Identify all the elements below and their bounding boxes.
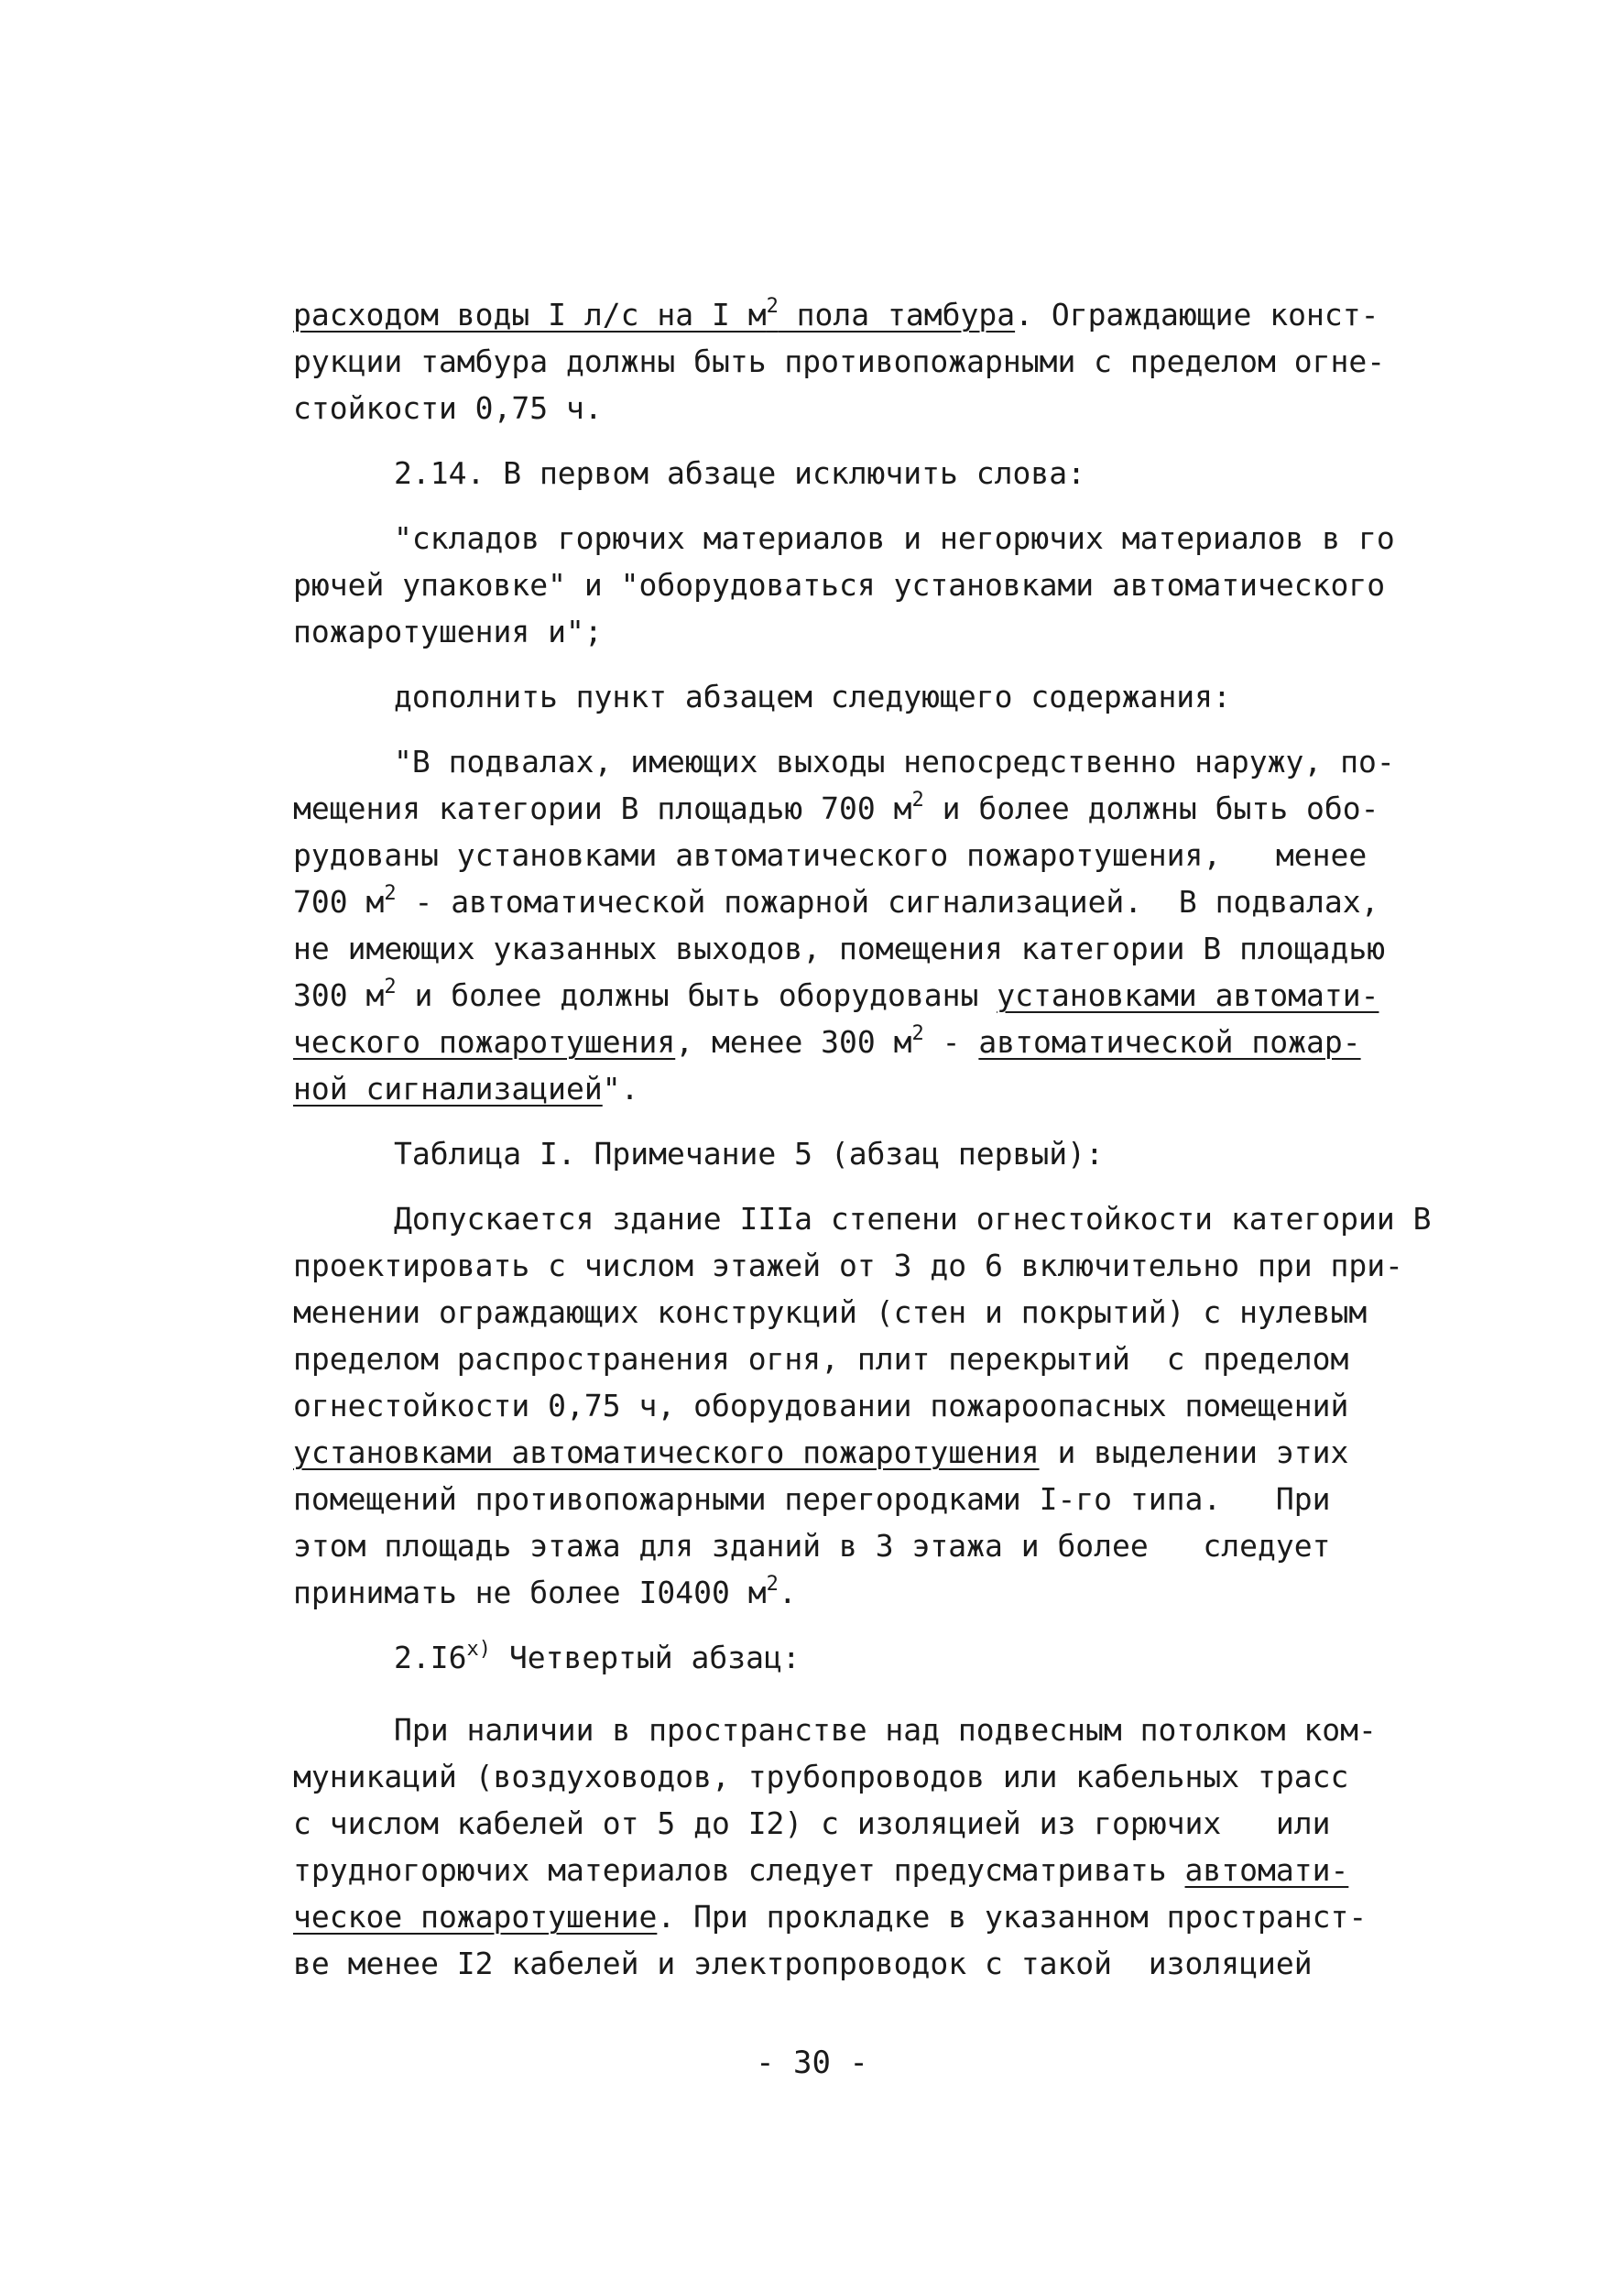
section-2-14-heading: 2.14. В первом абзаце исключить слова: xyxy=(394,455,1085,491)
underlined-text: установками автоматического пожаротушения xyxy=(293,1434,1040,1470)
table-note-line-6: установками автоматического пожаротушения и выделении этих xyxy=(293,1434,1349,1470)
superscript: 2 xyxy=(911,789,924,812)
addition-line-6: 300 $м^2$ и более должны быть оборудованы установками автомати- xyxy=(293,976,1379,1013)
page-number: - 30 - xyxy=(756,2045,868,2081)
quote-line-1: "складов горючих материалов и негорючих материалов в го xyxy=(394,520,1395,556)
table-note-line-1: Допускается здание IIIа степени огнестойкости категории В xyxy=(394,1201,1432,1237)
addition-line-8: ной сигнализацией". xyxy=(293,1071,639,1107)
section-2-16-line-4: трудногорючих материалов следует предусматривать автомати- xyxy=(293,1852,1349,1888)
superscript: 2 xyxy=(766,295,779,318)
section-2-16-line-6: ве менее I2 кабелей и электропроводок с такой изоляцией xyxy=(293,1946,1313,1981)
addition-line-1: "В подвалах, имеющих выходы непосредственно наружу, по- xyxy=(394,744,1395,780)
table-note-line-9: принимать не более I0400 $м^2$. xyxy=(293,1573,797,1610)
superscript: 2 xyxy=(766,1573,779,1596)
table-note-heading: Таблица I. Примечание 5 (абзац первый): xyxy=(394,1136,1104,1172)
underlined-text: ческого пожаротушения xyxy=(293,1024,676,1060)
section-2-16-line-2: муникаций (воздуховодов, трубопроводов или кабельных трасс xyxy=(293,1759,1349,1794)
underlined-text: ческое пожаротушение xyxy=(293,1899,658,1935)
document-body xyxy=(293,291,1447,1987)
quote-line-2: рючей упаковке" и "оборудоваться установками автоматического xyxy=(293,567,1386,603)
addition-intro: дополнить пункт абзацем следующего содержания: xyxy=(394,679,1231,714)
paragraph-1-line-1: расходом воды I л/с на I $м^2$ пола тамбура. Ограждающие конст- xyxy=(293,295,1379,333)
superscript: 2 xyxy=(384,882,397,905)
paragraph-1-line-3: стойкости 0,75 ч. xyxy=(293,390,603,426)
addition-line-2: мещения категории В площадью 700 $м^2$ и более должны быть обо- xyxy=(293,789,1379,826)
table-note-line-4: пределом распространения огня, плит перекрытий с пределом xyxy=(293,1341,1349,1377)
table-note-line-7: помещений противопожарными перегородками I-го типа. При xyxy=(293,1481,1331,1517)
table-note-line-8: этом площадь этажа для зданий в 3 этажа и более следует xyxy=(293,1528,1331,1564)
superscript: 2 xyxy=(911,1022,924,1045)
underlined-text: автоматической пожар- xyxy=(978,1024,1361,1060)
footnote-mark: х) xyxy=(466,1638,491,1661)
table-note-line-5: огнестойкости 0,75 ч, оборудовании пожароопасных помещений xyxy=(293,1388,1349,1423)
table-note-line-3: менении ограждающих конструкций (стен и покрытий) с нулевым xyxy=(293,1294,1368,1330)
addition-line-7: ческого пожаротушения, менее 300 $м^2$ - автоматической пожар- xyxy=(293,1022,1361,1060)
paragraph-1-line-2: рукции тамбура должны быть противопожарными с пределом огне- xyxy=(293,344,1386,379)
underlined-text: автомати- xyxy=(1184,1852,1349,1888)
quote-line-3: пожаротушения и"; xyxy=(293,614,603,649)
section-2-16-line-1: При наличии в пространстве над подвесным потолком ком- xyxy=(394,1712,1377,1748)
superscript: 2 xyxy=(384,976,397,998)
section-2-16-line-3: с числом кабелей от 5 до I2) с изоляцией из горючих или xyxy=(293,1805,1331,1841)
section-2-16-line-5: ческое пожаротушение. При прокладке в указанном пространст- xyxy=(293,1899,1368,1935)
table-note-line-2: проектировать с числом этажей от 3 до 6 включительно при при- xyxy=(293,1248,1403,1283)
section-2-16-heading: $2.I6^{х)}$ Четвертый абзац: xyxy=(394,1638,801,1675)
underlined-text: расходом воды I л/с на I $м^2$ пола тамбура xyxy=(293,295,1016,333)
addition-line-3: рудованы установками автоматического пожаротушения, менее xyxy=(293,837,1368,873)
addition-line-5: не имеющих указанных выходов, помещения категории В площадью xyxy=(293,931,1386,966)
addition-line-4: 700 $м^2$ - автоматической пожарной сигнализацией. В подвалах, xyxy=(293,882,1379,920)
underlined-text: установками автомати- xyxy=(997,977,1379,1013)
underlined-text: ной сигнализацией xyxy=(293,1071,603,1107)
